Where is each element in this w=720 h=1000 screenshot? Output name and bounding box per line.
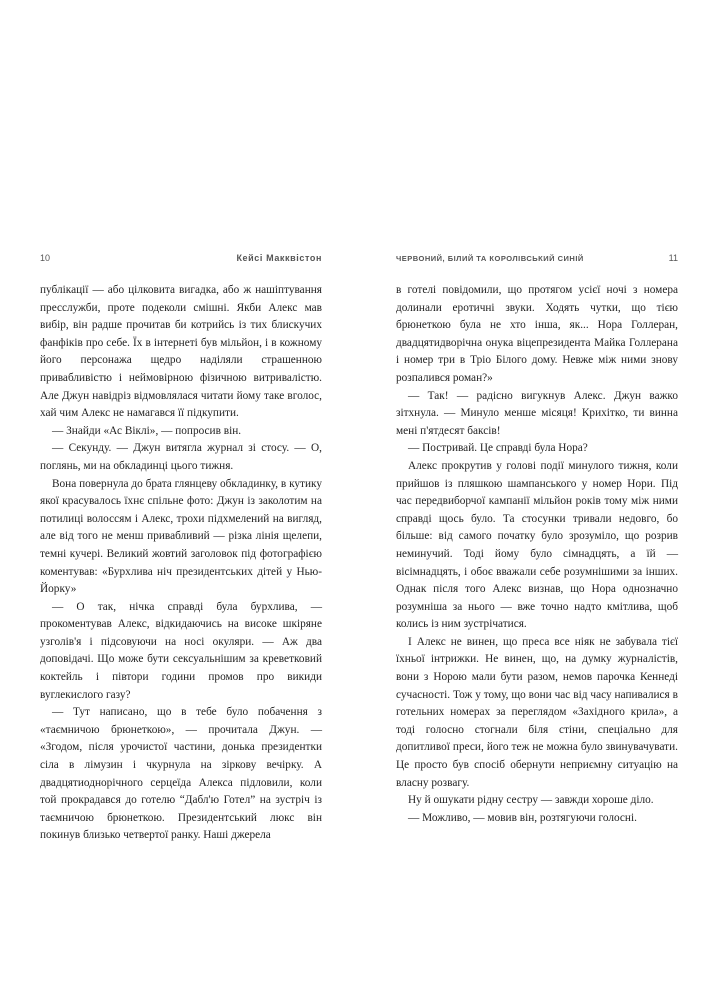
right-page-number: 11 xyxy=(668,253,678,263)
left-page-number: 10 xyxy=(40,253,51,263)
paragraph: — Можливо, — мовив він, розтягуючи голосні. xyxy=(408,811,637,824)
paragraph: Вона повернула до брата глянцеву обкладинку, в кутику якої красувалось їхнє спільне фото: Джун із заколотим на потилиці волоссям і Алекс, трохи підхмелений на вигляд, але від того не менш привабливий — різка лінія щелепи, темні кучері. Великий жовтий заголовок під фотографією коментував: «Бурхлива ніч президентських дітей у Нью-Йорку» xyxy=(40,477,322,596)
paragraph: І Алекс не винен, що преса все ніяк не забувала тієї їхньої інтрижки. Не винен, що, на думку журналістів, вони з Норою мали бути разом, немов парочка Кеннеді сучасності. Тож у тому, що вони час від часу напивалися в готельних номерах за переглядом «Західного крила», а тоді голосно стогнали біля стіни, спеціально для допитливої преси, його теж не можна було звинувачувати. Це просто був спосіб обернути неприємну ситуацію на власну розвагу. xyxy=(396,635,678,789)
paragraph: Алекс прокрутив у голові події минулого тижня, коли прийшов із пляшкою шампанського у номер Нори. Під час передвиборчої кампанії мільйон років тому між ними справді щось було. Та стосунки тривали недовго, бо більше: від самого початку було зрозуміло, що розрив неминучий. Тоді йому було сімнадцять, а їй — вісімнадцять, і обоє вважали себе розумнішими за інших. Однак після того Алекс визнав, що Нора однозначно розумніша за нього — вже точно надто кмітлива, щоб колись із ним зустрічатися. xyxy=(396,459,678,631)
paragraph: — Тут написано, що в тебе було побачення з «таємничою брюнеткою», — прочитала Джун. — «Згодом, після урочистої частини, донька президентки сіла в лімузин і чкурнула на зіркову вечірку. А двадцятиоднорічного серцеїда Алекса підловили, коли той прокрадався до готелю “Дабл'ю Готел” на зустріч із таємничою брюнеткою. Президентський люкс він покинув близько четвертої ранку. Наші джерела xyxy=(40,706,322,842)
paragraph: — Секунду. — Джун витягла журнал зі стосу. — О, поглянь, ми на обкладинці цього тижня. xyxy=(40,442,322,472)
left-page-body xyxy=(40,282,322,845)
paragraph: — Так! — радісно вигукнув Алекс. Джун важко зітхнула. — Минуло менше місяця! Крихітко, ти винна мені п'ятдесят баксів! xyxy=(396,389,678,437)
left-running-head-author: Кейсі Макквістон xyxy=(236,253,322,263)
paragraph: Ну й ошукати рідну сестру — завжди хороше діло. xyxy=(408,794,654,807)
right-running-head-book-title: ЧЕРВОНИЙ, БІЛИЙ ТА КОРОЛІВСЬКИЙ СИНІЙ xyxy=(396,254,584,263)
paragraph: публікації — або цілковита вигадка, або ж нашіптування пресслужби, проте подеколи смішні. Якби Алекс мав вибір, він радше прочитав би котрийсь із тих блискучих фанфіків про себе. Їх в інтернеті був мільйон, і в кожному його персонажа щедро наділяли страшенною привабливістю і неймовірною фізичною витривалістю. Але Джун навідріз відмовлялася читати йому таке вголос, хай чим Алекс не намагався її підкупити. xyxy=(40,284,322,420)
paragraph: в готелі повідомили, що протягом усієї ночі з номера долинали еротичні звуки. Ходять чутки, що тією брюнеткою була не хто інша, як... Нора Голлеран, двадцятидворічна онука віцепрезидента Майка Голлерана і номер три в Тріо Білого дому. Невже між ними знову розпалився роман?» xyxy=(396,284,678,384)
paragraph: — Постривай. Це справді була Нора? xyxy=(408,442,588,455)
left-page-header xyxy=(40,253,322,267)
paragraph: — О так, нічка справді була бурхлива, — прокоментував Алекс, відкидаючись на високе шкіряне узголів'я і підсовуючи на носі окуляри. — Аж два доповідачі. Що може бути сексуальнішим за креветковий коктейль і півтори години промов про викиди вуглекислого газу? xyxy=(40,600,322,701)
paragraph: — Знайди «Ас Віклі», — попросив він. xyxy=(52,424,242,437)
right-page-header xyxy=(396,253,678,267)
right-page xyxy=(360,0,720,1000)
right-page-body xyxy=(396,282,678,827)
